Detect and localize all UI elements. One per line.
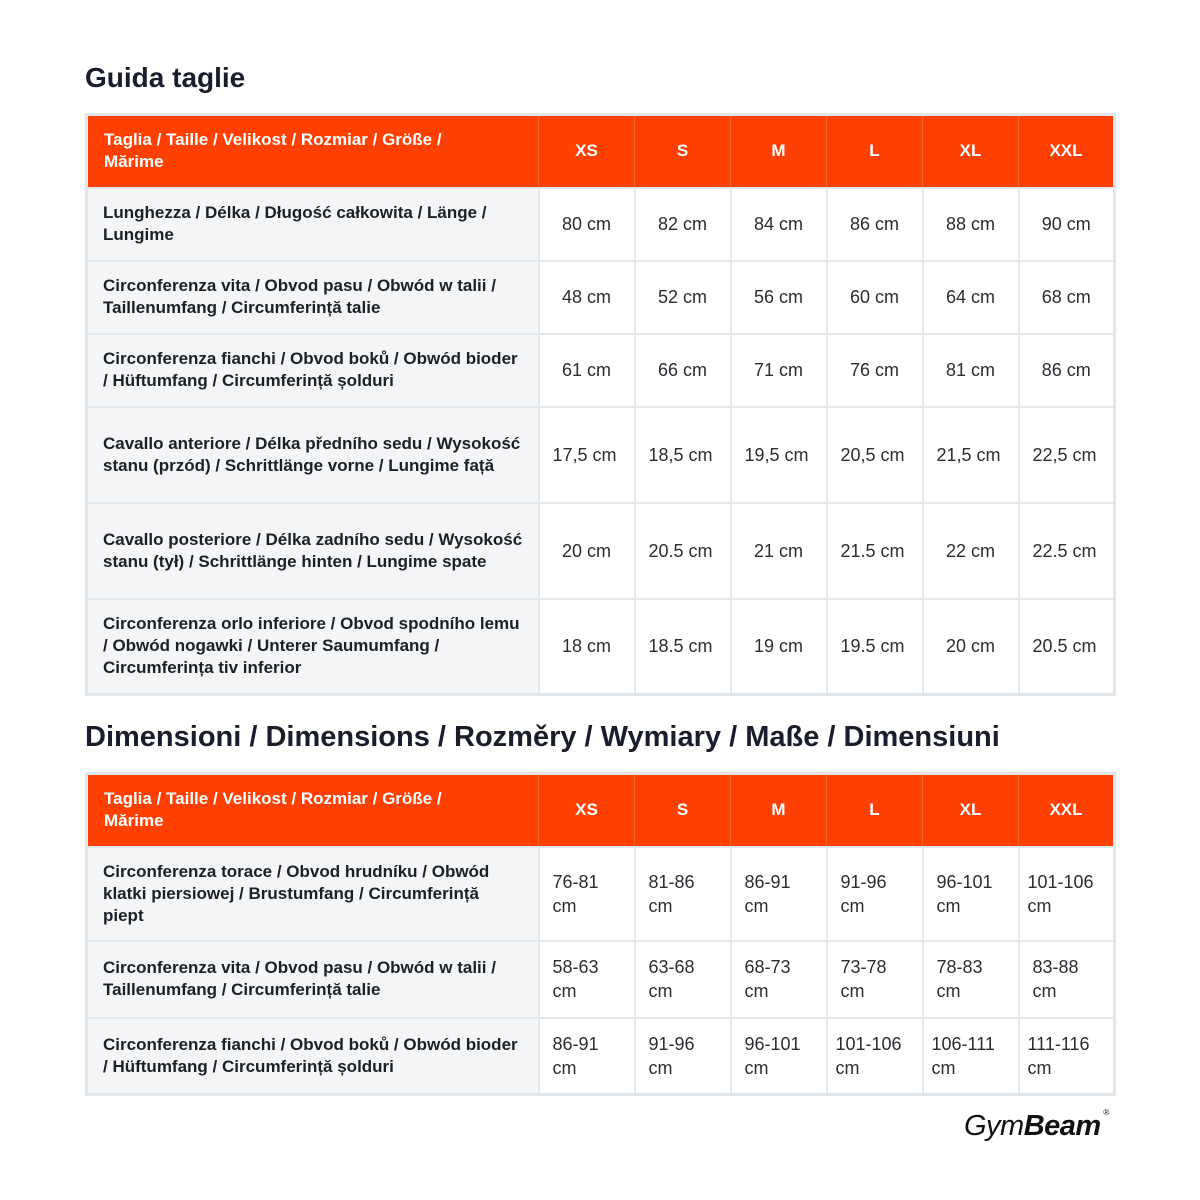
size-header-m: M bbox=[731, 115, 827, 188]
row-label-length: Lunghezza / Délka / Długość całkowita / Länge / Lungime bbox=[87, 188, 539, 261]
size-header-l: L bbox=[827, 774, 923, 847]
size-header-xxl: XXL bbox=[1019, 115, 1115, 188]
row-label-hips: Circonferenza fianchi / Obvod boků / Obwód bioder / Hüftumfang / Circumferință șolduri bbox=[87, 1018, 539, 1095]
size-header-m: M bbox=[731, 774, 827, 847]
size-guide-table bbox=[85, 113, 1116, 696]
table-row bbox=[87, 334, 1115, 407]
gymbeam-logo bbox=[964, 1108, 1109, 1143]
size-header-s: S bbox=[635, 774, 731, 847]
size-guide-title: Guida taglie bbox=[85, 62, 246, 93]
table-cell: 48 cm bbox=[539, 261, 635, 334]
table-cell: 101-106 cm bbox=[1019, 847, 1115, 941]
table-row bbox=[87, 847, 1115, 941]
row-label-hips: Circonferenza fianchi / Obvod boků / Obwód bioder / Hüftumfang / Circumferință șolduri bbox=[87, 334, 539, 407]
table-cell: 20.5 cm bbox=[1019, 599, 1115, 695]
table-cell: 19,5 cm bbox=[731, 407, 827, 503]
table-cell: 78-83 cm bbox=[923, 941, 1019, 1018]
table-cell: 84 cm bbox=[731, 188, 827, 261]
dimensions-title: Dimensioni / Dimensions / Rozměry / Wymiary / Maße / Dimensiuni bbox=[85, 721, 1000, 753]
size-header-l: L bbox=[827, 115, 923, 188]
table-cell: 81 cm bbox=[923, 334, 1019, 407]
table-cell: 20,5 cm bbox=[827, 407, 923, 503]
table-row bbox=[87, 599, 1115, 695]
table-cell: 66 cm bbox=[635, 334, 731, 407]
table-cell: 83-88 cm bbox=[1019, 941, 1115, 1018]
row-label-chest: Circonferenza torace / Obvod hrudníku / Obwód klatki piersiowej / Brustumfang / Circumferință piept bbox=[87, 847, 539, 941]
logo-text-bold: Beam bbox=[1023, 1110, 1101, 1142]
row-label-back-rise: Cavallo posteriore / Délka zadního sedu / Wysokość stanu (tył) / Schrittlänge hinten / Lungime spate bbox=[87, 503, 539, 599]
table-row bbox=[87, 188, 1115, 261]
table-header-row bbox=[87, 774, 1115, 847]
row-label-waist: Circonferenza vita / Obvod pasu / Obwód w talii / Taillenumfang / Circumferință talie bbox=[87, 261, 539, 334]
size-header-xs: XS bbox=[539, 115, 635, 188]
size-header-xxl: XXL bbox=[1019, 774, 1115, 847]
table-cell: 81-86 cm bbox=[635, 847, 731, 941]
table-cell: 91-96 cm bbox=[635, 1018, 731, 1095]
table-cell: 20 cm bbox=[539, 503, 635, 599]
table-cell: 18 cm bbox=[539, 599, 635, 695]
table-cell: 56 cm bbox=[731, 261, 827, 334]
size-column-header: Taglia / Taille / Velikost / Rozmiar / Größe / Mărime bbox=[87, 774, 539, 847]
table-cell: 60 cm bbox=[827, 261, 923, 334]
table-row bbox=[87, 941, 1115, 1018]
table-cell: 96-101 cm bbox=[731, 1018, 827, 1095]
table-cell: 88 cm bbox=[923, 188, 1019, 261]
table-cell: 68-73 cm bbox=[731, 941, 827, 1018]
table-cell: 86 cm bbox=[827, 188, 923, 261]
table-cell: 21.5 cm bbox=[827, 503, 923, 599]
table-cell: 86-91 cm bbox=[539, 1018, 635, 1095]
table-cell: 86 cm bbox=[1019, 334, 1115, 407]
table-row bbox=[87, 503, 1115, 599]
row-label-front-rise: Cavallo anteriore / Délka předního sedu / Wysokość stanu (przód) / Schrittlänge vorne / Lungime față bbox=[87, 407, 539, 503]
table-cell: 22,5 cm bbox=[1019, 407, 1115, 503]
table-cell: 106-111 cm bbox=[923, 1018, 1019, 1095]
table-cell: 63-68 cm bbox=[635, 941, 731, 1018]
size-header-xl: XL bbox=[923, 115, 1019, 188]
table-cell: 18.5 cm bbox=[635, 599, 731, 695]
table-row bbox=[87, 407, 1115, 503]
table-cell: 52 cm bbox=[635, 261, 731, 334]
table-cell: 90 cm bbox=[1019, 188, 1115, 261]
table-cell: 76-81 cm bbox=[539, 847, 635, 941]
table-cell: 73-78 cm bbox=[827, 941, 923, 1018]
table-cell: 76 cm bbox=[827, 334, 923, 407]
registered-mark: ® bbox=[1103, 1108, 1109, 1117]
table-cell: 22 cm bbox=[923, 503, 1019, 599]
table-cell: 21 cm bbox=[731, 503, 827, 599]
table-cell: 61 cm bbox=[539, 334, 635, 407]
table-cell: 20 cm bbox=[923, 599, 1019, 695]
table-row bbox=[87, 261, 1115, 334]
table-cell: 101-106 cm bbox=[827, 1018, 923, 1095]
table-row bbox=[87, 1018, 1115, 1095]
table-cell: 22.5 cm bbox=[1019, 503, 1115, 599]
table-cell: 21,5 cm bbox=[923, 407, 1019, 503]
logo-text-light: Gym bbox=[964, 1110, 1024, 1142]
table-header-row bbox=[87, 115, 1115, 188]
table-cell: 68 cm bbox=[1019, 261, 1115, 334]
table-cell: 17,5 cm bbox=[539, 407, 635, 503]
table-cell: 19.5 cm bbox=[827, 599, 923, 695]
table-cell: 18,5 cm bbox=[635, 407, 731, 503]
table-cell: 64 cm bbox=[923, 261, 1019, 334]
table-cell: 58-63 cm bbox=[539, 941, 635, 1018]
row-label-hem: Circonferenza orlo inferiore / Obvod spodního lemu / Obwód nogawki / Unterer Saumumfang / Circumferința tiv inferior bbox=[87, 599, 539, 695]
size-header-s: S bbox=[635, 115, 731, 188]
size-header-xl: XL bbox=[923, 774, 1019, 847]
size-header-xs: XS bbox=[539, 774, 635, 847]
table-cell: 96-101 cm bbox=[923, 847, 1019, 941]
table-cell: 82 cm bbox=[635, 188, 731, 261]
table-cell: 80 cm bbox=[539, 188, 635, 261]
table-cell: 19 cm bbox=[731, 599, 827, 695]
table-cell: 71 cm bbox=[731, 334, 827, 407]
size-column-header: Taglia / Taille / Velikost / Rozmiar / Größe / Mărime bbox=[87, 115, 539, 188]
table-cell: 20.5 cm bbox=[635, 503, 731, 599]
dimensions-table bbox=[85, 772, 1116, 1096]
table-cell: 111-116 cm bbox=[1019, 1018, 1115, 1095]
row-label-waist: Circonferenza vita / Obvod pasu / Obwód w talii / Taillenumfang / Circumferință talie bbox=[87, 941, 539, 1018]
table-cell: 86-91 cm bbox=[731, 847, 827, 941]
table-cell: 91-96 cm bbox=[827, 847, 923, 941]
